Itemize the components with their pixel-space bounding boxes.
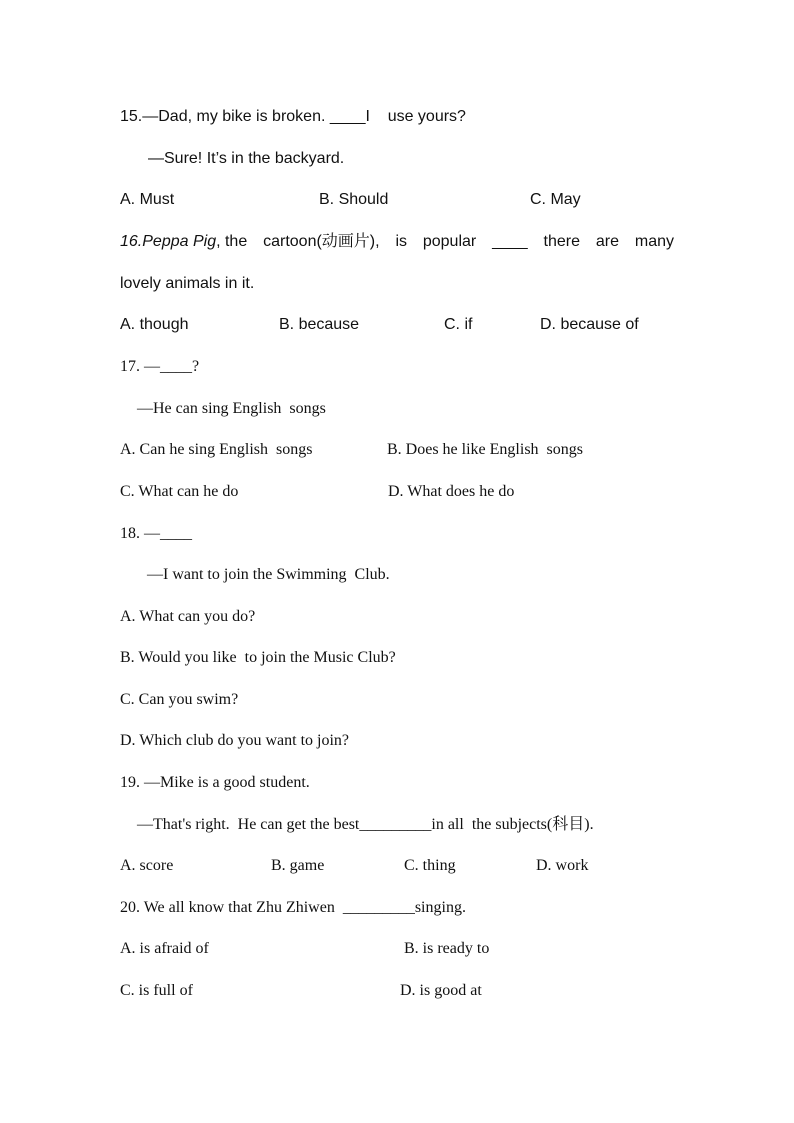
q16-word-3: popular [422, 233, 477, 250]
q15-option-a: A. Must [120, 191, 175, 208]
q16-option-a: A. though [120, 316, 189, 333]
q15-option-b: B. Should [319, 191, 389, 208]
q19-stem: 19. —Mike is a good student. [120, 774, 310, 791]
q17-option-c: C. What can he do [120, 483, 239, 500]
q16-number: 16. [120, 233, 143, 250]
q16-word-6: are [595, 233, 619, 250]
q19-option-c: C. thing [404, 857, 456, 874]
q16-word-0: , the [216, 233, 248, 250]
q16-option-d: D. because of [540, 316, 639, 333]
q18-option-a: A. What can you do? [120, 608, 256, 625]
q16-blank: ____ [492, 233, 528, 250]
q16-stem [120, 232, 674, 252]
q15-reply: —Sure! It’s in the backyard. [148, 150, 345, 167]
q19-option-b: B. game [271, 857, 325, 874]
q16-continuation: lovely animals in it. [120, 275, 255, 292]
q16-word-7: many [634, 233, 674, 250]
q20-option-b: B. is ready to [404, 940, 490, 957]
q18-stem: 18. —____ [120, 525, 192, 542]
q18-option-d: D. Which club do you want to join? [120, 732, 349, 749]
q16-option-b: B. because [279, 316, 360, 333]
q18-reply: —I want to join the Swimming Club. [147, 566, 390, 583]
q19-option-a: A. score [120, 857, 174, 874]
q16-title: Peppa Pig [142, 233, 217, 250]
q19-reply: —That's right. He can get the best_________in all the subjects(科目). [137, 816, 594, 833]
q20-option-c: C. is full of [120, 982, 193, 999]
q17-stem: 17. —____? [120, 358, 200, 375]
q19-option-d: D. work [536, 857, 589, 874]
q17-option-a: A. Can he sing English songs [120, 441, 313, 458]
q17-reply: —He can sing English songs [137, 400, 326, 417]
q20-option-a: A. is afraid of [120, 940, 209, 957]
q15-stem: 15.—Dad, my bike is broken. ____I use yours? [120, 108, 466, 125]
q15-option-c: C. May [530, 191, 581, 208]
q16-lead [120, 232, 247, 252]
q16-option-c: C. if [444, 316, 473, 333]
q20-option-d: D. is good at [400, 982, 482, 999]
q18-option-b: B. Would you like to join the Music Club? [120, 649, 396, 666]
q17-option-d: D. What does he do [388, 483, 515, 500]
q17-option-b: B. Does he like English songs [387, 441, 583, 458]
q16-word-1: cartoon(动画片), [263, 233, 380, 250]
q16-word-2: is [395, 233, 407, 250]
q20-stem: 20. We all know that Zhu Zhiwen _________singing. [120, 899, 466, 916]
q16-word-5: there [543, 233, 581, 250]
q18-option-c: C. Can you swim? [120, 691, 239, 708]
